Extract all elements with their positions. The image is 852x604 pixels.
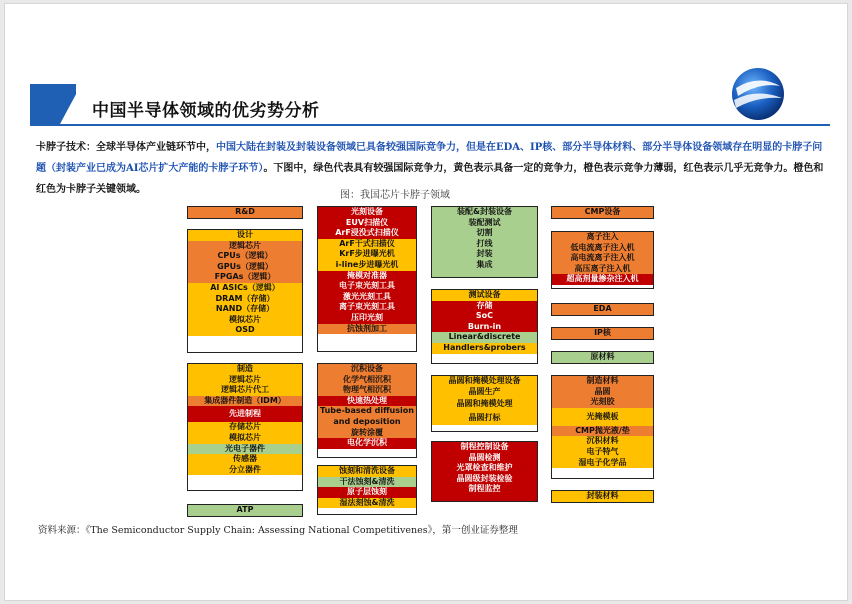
deposition-item: 旋转涂覆 xyxy=(318,428,416,439)
lithography-item: 抗蚀剂加工 xyxy=(318,324,416,335)
materials-title: 制造材料 xyxy=(552,376,653,387)
manufacturing-item: 光电子器件 xyxy=(188,444,302,455)
wafer-title: 晶圆和掩模处理设备 xyxy=(432,376,537,387)
etch-item: 原子层蚀刻 xyxy=(318,487,416,498)
deposition-item: 化学气相沉积 xyxy=(318,375,416,386)
process-control-box xyxy=(431,441,538,502)
process-control-item: 光罩检查和维护 xyxy=(456,463,513,473)
design-item: NAND（存储） xyxy=(188,304,302,315)
design-item: OSD xyxy=(188,325,302,336)
assembly-item: 打线 xyxy=(476,238,493,248)
etch-clean-box xyxy=(317,465,417,515)
lithography-item: KrF步进曝光机 xyxy=(318,249,416,260)
lithography-item: 激光光刻工具 xyxy=(318,292,416,303)
lithography-item: 离子束光刻工具 xyxy=(318,302,416,313)
design-item: FPGAs（逻辑） xyxy=(188,272,302,283)
eda-label: EDA xyxy=(593,304,612,313)
materials-item: CMP抛光液/垫 xyxy=(552,426,653,437)
test-item: 存储 xyxy=(432,301,537,312)
etch-item: 干法蚀刻&清洗 xyxy=(318,477,416,488)
wafer-item: 晶圆生产 xyxy=(432,387,537,398)
lithography-item: ArF干式扫描仪 xyxy=(318,239,416,250)
materials-item: 晶圆 xyxy=(552,387,653,398)
assembly-item: 切割 xyxy=(476,228,493,238)
process-control-item: 制程监控 xyxy=(468,484,501,494)
deposition-item: and deposition xyxy=(318,417,416,428)
design-item: AI ASICs（逻辑） xyxy=(188,283,302,294)
lithography-item: 压印光刻 xyxy=(318,313,416,324)
intro-highlight: 中国大陆在封装及封装设备领域已具备较强国际竞争力，但是在EDA、IP核、部分半导体材料、部分半导体设备领域存在明显的卡脖子问题（封装产业已成为AI芯片扩大产能的卡脖子环节） xyxy=(36,142,823,174)
eda-box xyxy=(551,303,654,316)
cmp-equipment-box xyxy=(551,206,654,219)
cmp-label: CMP设备 xyxy=(584,207,621,216)
wafer-mask-handling-box xyxy=(431,375,538,432)
manufacturing-item: 传感器 xyxy=(188,454,302,465)
intro-lead: 卡脖子技术：全球半导体产业链环节中， xyxy=(36,142,216,153)
source-note: 资料来源：《The Semiconductor Supply Chain: Assessing National Competitivenes》，第一创业证券整理 xyxy=(38,525,518,536)
test-item: Burn-in xyxy=(432,322,537,333)
assembly-packaging-box xyxy=(431,206,538,278)
lithography-item: ArF浸没式扫描仪 xyxy=(318,228,416,239)
test-item: Handlers&probers xyxy=(432,343,537,354)
wafer-item: 晶圆和掩模处理 xyxy=(432,397,537,411)
test-title: 测试设备 xyxy=(432,290,537,301)
lithography-box xyxy=(317,206,417,352)
manufacturing-item: 分立器件 xyxy=(188,465,302,476)
design-item: CPUs（逻辑） xyxy=(188,251,302,262)
test-item: SoC xyxy=(432,311,537,322)
deposition-item: 电化学沉积 xyxy=(318,438,416,449)
design-box xyxy=(187,229,303,353)
materials-item: 光掩模板 xyxy=(552,408,653,426)
raw-materials-label: 原材料 xyxy=(590,352,615,361)
ion-title: 离子注入 xyxy=(552,232,653,243)
manufacturing-item: 逻辑芯片代工 xyxy=(188,385,302,396)
assembly-item: 集成 xyxy=(476,259,493,269)
intro-legend: 。下图中，绿色代表具有较强国际竞争力，黄色表示具备一定的竞争力，橙色表示竞争力薄弱，红色表示几乎无竞争力。橙色和红色为卡脖子关键领域。 xyxy=(36,163,824,195)
design-item: DRAM（存储） xyxy=(188,294,302,305)
packaging-materials-box xyxy=(551,490,654,503)
ion-item: 超高剂量掺杂注入机 xyxy=(552,274,653,285)
deposition-box xyxy=(317,363,417,458)
atp-box xyxy=(187,504,303,517)
page-title: 中国半导体领域的优劣势分析 xyxy=(92,101,320,121)
deposition-item: 快速热处理 xyxy=(318,396,416,407)
header-accent-bar xyxy=(30,84,76,124)
deposition-item: 物理气相沉积 xyxy=(318,385,416,396)
manufacturing-item: 逻辑芯片 xyxy=(188,375,302,386)
lithography-item: EUV扫描仪 xyxy=(318,218,416,229)
lithography-item: i-line步进曝光机 xyxy=(318,260,416,271)
manufacturing-item: 集成器件制造（IDM） xyxy=(188,396,302,407)
manufacturing-materials-box xyxy=(551,375,654,479)
materials-item: 光刻胶 xyxy=(552,397,653,408)
deposition-title: 沉积设备 xyxy=(318,364,416,375)
materials-item: 电子特气 xyxy=(552,447,653,458)
design-item: GPUs（逻辑） xyxy=(188,262,302,273)
materials-item: 湿电子化学品 xyxy=(552,458,653,469)
manufacturing-item: 先进制程 xyxy=(188,406,302,422)
ion-item: 高电流离子注入机 xyxy=(552,253,653,264)
design-item: 模拟芯片 xyxy=(188,315,302,326)
assembly-title: 装配&封装设备 xyxy=(457,207,512,216)
atp-label: ATP xyxy=(236,505,254,514)
lithography-title: 光刻设备 xyxy=(318,207,416,218)
process-control-item: 晶圆级封装检验 xyxy=(456,473,513,483)
rd-label: R&D xyxy=(235,207,255,216)
etch-item: 湿法刻蚀&清洗 xyxy=(318,498,416,509)
assembly-item: 封装 xyxy=(476,249,493,259)
lithography-item: 电子束光刻工具 xyxy=(318,281,416,292)
assembly-item: 装配测试 xyxy=(468,217,501,227)
manufacturing-item: 存储芯片 xyxy=(188,422,302,433)
design-title: 设计 xyxy=(188,230,302,241)
ip-core-label: IP核 xyxy=(594,328,611,337)
ion-item: 低电流离子注入机 xyxy=(552,243,653,254)
rd-box xyxy=(187,206,303,219)
title-underline xyxy=(30,124,830,126)
raw-materials-box xyxy=(551,351,654,364)
manufacturing-item: 模拟芯片 xyxy=(188,433,302,444)
design-item: 逻辑芯片 xyxy=(188,241,302,252)
etch-title: 蚀刻和清洗设备 xyxy=(318,466,416,477)
figure-title: 图：我国芯片卡脖子领域 xyxy=(340,190,450,201)
page xyxy=(4,3,848,601)
deposition-item: Tube-based diffusion xyxy=(318,406,416,417)
test-equipment-box xyxy=(431,289,538,364)
wafer-item: 晶圆打标 xyxy=(432,411,537,425)
packaging-materials-label: 封装材料 xyxy=(586,491,619,500)
lithography-item: 掩模对准器 xyxy=(318,271,416,282)
test-item: Linear&discrete xyxy=(432,332,537,343)
ion-item: 高压离子注入机 xyxy=(552,264,653,275)
manufacturing-title: 制造 xyxy=(188,364,302,375)
process-control-title: 制程控制设备 xyxy=(460,442,509,451)
materials-item: 沉积材料 xyxy=(552,436,653,447)
ion-implant-box xyxy=(551,231,654,289)
process-control-item: 晶圆检测 xyxy=(468,452,501,462)
globe-logo-icon xyxy=(730,66,786,122)
ip-core-box xyxy=(551,327,654,340)
manufacturing-box xyxy=(187,363,303,491)
